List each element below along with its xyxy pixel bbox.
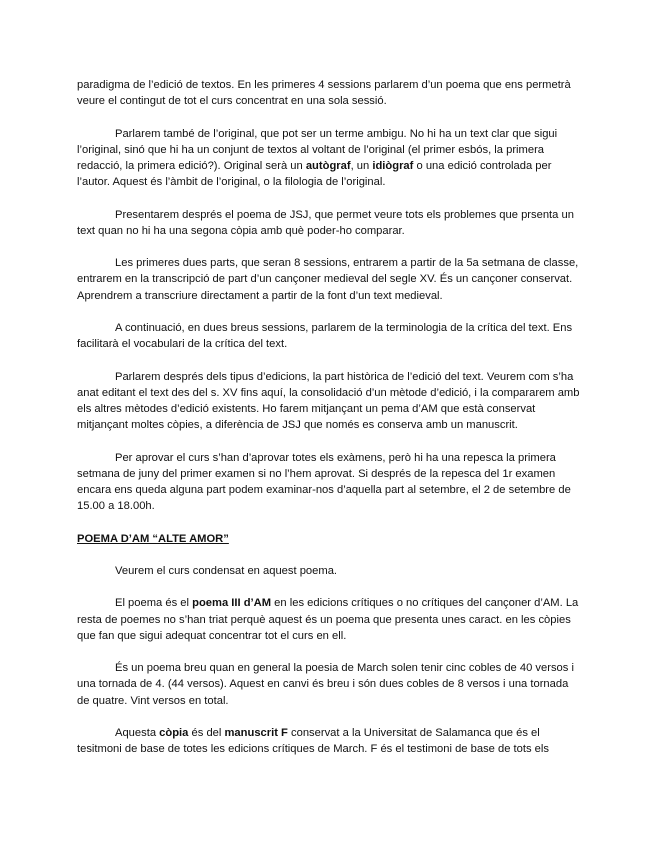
text-run: conservat a la Universitat de Salamanca que és el tesitmoni de base de totes les edicions crítiques de March. F és el testimoni de base de tots els	[77, 726, 549, 756]
text-run: o una edició controlada per l’autor. Aquest és l’àmbit de l’original, o la filologia de l’original.	[77, 160, 552, 189]
paragraph-1: paradigma de l’edició de textos. En les primeres 4 sessions parlarem d’un poema que ens permetrà veure el contingut de tot el curs concentrat en una sola sessió.	[77, 79, 571, 108]
paragraph-7: Per aprovar el curs s’han d’aprovar totes els exàmens, però hi ha una repesca la primera setmana de juny del primer examen si no l’hem aprovat. Si després de la repesca del 1r examen encara ens queda alguna part podem examinar-nos d’aquella part al setembre, el 2 de setembre de 15.00 a 18.00h.	[77, 451, 571, 513]
paragraph-4: Les primeres dues parts, que seran 8 sessions, entrarem a partir de la 5a setmana de classe, entrarem en la transcripció de part d’un cançoner medieval del segle XV. És un cançoner conservat. Aprendrem a transcriure directament a partir de la font d’un text medieval.	[77, 257, 579, 302]
bold-term-copia: còpia	[159, 726, 189, 739]
paragraph-3: Presentarem després el poema de JSJ, que permet veure tots els problemes que prsenta un text quan no hi ha una segona còpia amb què poder-ho comparar.	[77, 208, 574, 237]
text-run: Parlarem també de l’original, que pot ser un terme ambigu. No hi ha un text clar que sigui l’original, sinó que hi ha un conjunt de textos al voltant de l’original (el primer esbós, la primera redacció, la primera edició?). Original serà un	[77, 127, 558, 172]
text-run: Aquesta	[115, 726, 160, 739]
text-run: , un	[350, 160, 373, 172]
paragraph-2	[77, 126, 582, 191]
paragraph-6: Parlarem després dels tipus d’edicions, la part històrica de l’edició del text. Veurem com s’ha anat editant el text des del s. XV fins aquí, la consolidació d’un mètode d’edició, i la compararem amb els altres mètodes d’edició existents. Ho farem mitjançant un pema d’AM que està conservat mitjançant moltes còpies, a diferència de JSJ que només es conserva amb un manuscrit.	[77, 370, 580, 432]
bold-term-autograf: autògraf	[305, 160, 351, 172]
bold-term-poema: poema III d’AM	[192, 597, 272, 610]
paragraph-11	[77, 725, 582, 757]
paragraph-8: Veurem el curs condensat en aquest poema.	[115, 564, 338, 577]
paragraph-5: A continuació, en dues breus sessions, parlarem de la terminologia de la crítica del text. Ens facilitarà el vocabulari de la crítica del text.	[77, 321, 573, 351]
paragraph-10: És un poema breu quan en general la poesia de March solen tenir cinc cobles de 40 versos i una tornada de 4. (44 versos). Aquest en canvi és breu i són dues cobles de 8 versos i una tornada de quatre. Vint versos en total.	[77, 662, 574, 707]
paragraph-9	[77, 595, 582, 644]
text-run: en les edicions crítiques o no crítiques del cançoner d’AM. La resta de poemes no s’han triat perquè aquest és un poema que presenta unes caract. en les còpies que fan que sigui adequat concentrar tot el curs en ell.	[77, 597, 579, 642]
document-body	[77, 77, 582, 757]
bold-term-idiograf: idiògraf	[372, 160, 414, 172]
text-run: El poema és el	[115, 597, 193, 610]
bold-term-manuscrit: manuscrit F	[224, 726, 288, 739]
text-run: és del	[188, 726, 225, 739]
section-heading: POEMA D’AM “ALTE AMOR”	[77, 532, 229, 545]
